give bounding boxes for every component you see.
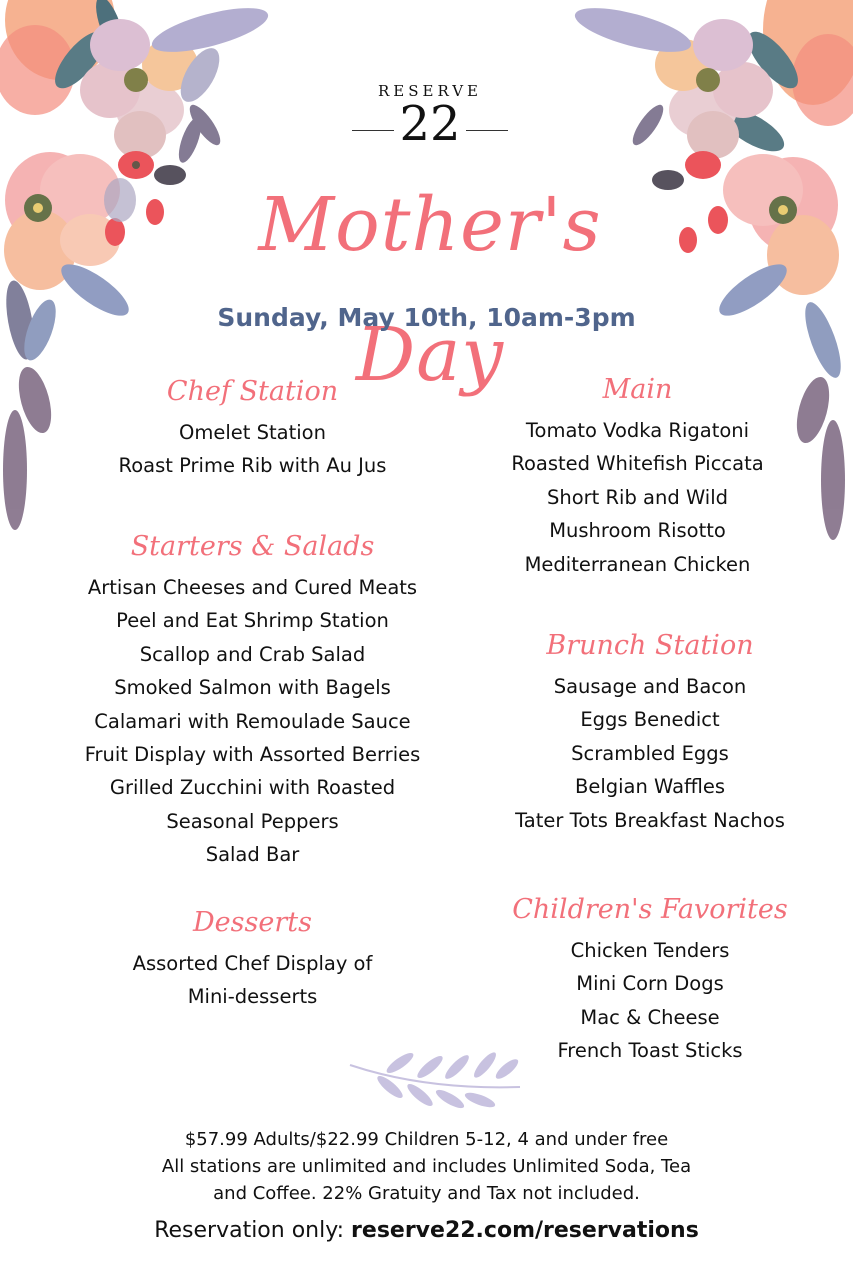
menu-item: Belgian Waffles bbox=[574, 775, 726, 799]
menu-item: Fruit Display with Assorted Berries bbox=[84, 743, 421, 767]
reservation-label: Reservation only: bbox=[154, 1218, 352, 1243]
menu-item: Scrambled Eggs bbox=[571, 741, 729, 765]
section-starters-salads bbox=[55, 527, 450, 872]
menu-item: Sausage and Bacon bbox=[553, 675, 747, 698]
logo-divider-right bbox=[466, 130, 508, 131]
menu-item: Seasonal Peppers bbox=[166, 809, 339, 833]
section-chef-station bbox=[55, 372, 450, 483]
section-brunch-station bbox=[480, 626, 820, 837]
stations-note-line1: All stations are unlimited and includes Unlimited Soda, Tea bbox=[161, 1156, 692, 1177]
stations-note-line2: and Coffee. 22% Gratuity and Tax not included. bbox=[213, 1183, 640, 1204]
menu-item: Salad Bar bbox=[205, 843, 300, 867]
reservation-line bbox=[0, 1218, 853, 1243]
pricing-footer bbox=[0, 1126, 853, 1207]
menu-item: Tater Tots Breakfast Nachos bbox=[515, 808, 785, 832]
section-title: Brunch Station bbox=[546, 630, 754, 661]
event-date-time: Sunday, May 10th, 10am-3pm bbox=[217, 303, 636, 332]
logo-reserve-text: RESERVE bbox=[377, 82, 482, 100]
menu-item: Roasted Whitefish Piccata bbox=[511, 452, 764, 476]
menu-item: Roast Prime Rib with Au Jus bbox=[118, 454, 387, 478]
floral-corner-left-icon bbox=[0, 0, 290, 580]
menu-item: French Toast Sticks bbox=[557, 1039, 743, 1063]
reserve22-logo bbox=[340, 78, 520, 168]
section-desserts bbox=[55, 903, 450, 1014]
menu-item: Tomato Vodka Rigatoni bbox=[525, 419, 750, 442]
section-title: Main bbox=[602, 374, 673, 405]
section-title: Starters & Salads bbox=[130, 531, 375, 562]
pricing-text: $57.99 Adults/$22.99 Children 5-12, 4 and under free bbox=[184, 1129, 669, 1150]
menu-item: Mini Corn Dogs bbox=[576, 972, 724, 996]
menu-item: Mac & Cheese bbox=[580, 1005, 720, 1029]
section-title: Children's Favorites bbox=[512, 894, 788, 925]
menu-item: Mushroom Risotto bbox=[549, 519, 726, 543]
menu-item: Assorted Chef Display of bbox=[132, 952, 373, 975]
menu-item: Eggs Benedict bbox=[580, 708, 720, 732]
menu-item: Omelet Station bbox=[179, 421, 326, 444]
section-childrens-favorites bbox=[500, 890, 800, 1068]
menu-item: Grilled Zucchini with Roasted bbox=[109, 776, 396, 800]
section-title: Desserts bbox=[193, 907, 312, 938]
logo-number: 22 bbox=[399, 96, 461, 152]
menu-item: Peel and Eat Shrimp Station bbox=[116, 609, 389, 633]
menu-item: Mediterranean Chicken bbox=[524, 552, 751, 576]
menu-item: Artisan Cheeses and Cured Meats bbox=[87, 576, 418, 599]
reservation-url-link[interactable]: reserve22.com/reservations bbox=[351, 1218, 699, 1243]
page-title: Mother's Day bbox=[258, 182, 602, 398]
menu-item: Short Rib and Wild bbox=[546, 485, 729, 509]
section-main bbox=[480, 370, 795, 581]
menu-item: Calamari with Remoulade Sauce bbox=[94, 709, 411, 733]
lavender-sprig-icon bbox=[345, 1045, 525, 1110]
menu-item: Mini-desserts bbox=[187, 985, 318, 1009]
menu-item: Chicken Tenders bbox=[570, 939, 730, 962]
menu-item: Smoked Salmon with Bagels bbox=[114, 676, 391, 700]
menu-item: Scallop and Crab Salad bbox=[139, 642, 366, 666]
section-title: Chef Station bbox=[166, 376, 339, 407]
